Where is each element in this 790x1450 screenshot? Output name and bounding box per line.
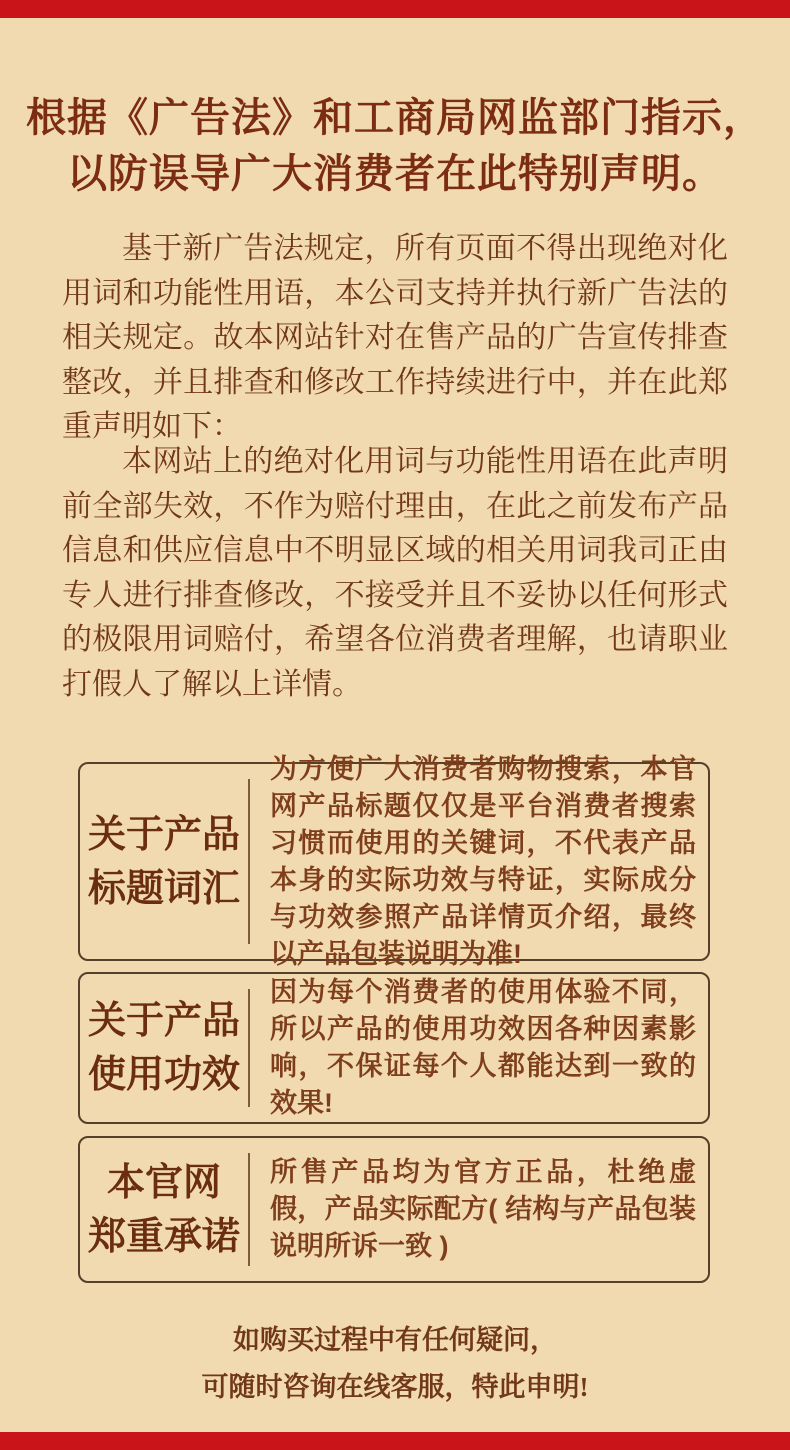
notice-box-official-promise [78, 1136, 710, 1283]
title-line-1: 根据《广告法》和工商局网监部门指示， [26, 95, 764, 140]
box-text: 所售产品均为官方正品，杜绝虚假，产品实际配方( 结构与产品包装说明所诉一致 ) [270, 1157, 696, 1261]
box-label [80, 808, 248, 916]
declaration-paragraph: 本网站上的绝对化用词与功能性用语在此声明前全部失效，不作为赔付理由，在此之前发布产品信息和供应信息中不明显区域的相关用词我司正由专人进行排查修改，不接受并且不妥协以任何形式的极限用词赔付，希望各位消费者理解，也请职业打假人了解以上详情。 [62, 445, 728, 701]
box-label-line-2: 使用功效 [87, 1054, 240, 1096]
notice-box-product-title [78, 753, 710, 969]
footer-line-1: 如购买过程中有任何疑问， [233, 1325, 557, 1355]
box-label-line-2: 郑重承诺 [87, 1215, 240, 1258]
intro-paragraph: 基于新广告法规定，所有页面不得出现绝对化用词和功能性用语，本公司支持并执行新广告法的相关规定。故本网站针对在售产品的广告宣传排查整改，并且排查和修改工作持续进行中，并在此郑重声明如下： [62, 232, 728, 443]
box-label-line-1: 关于产品 [87, 1000, 240, 1042]
box-label-line-2: 标题词汇 [87, 867, 240, 910]
footer-line-2: 可随时咨询在线客服，特此申明! [201, 1372, 589, 1402]
box-text: 因为每个消费者的使用体验不同，所以产品的使用功效因各种因素影响，不保证每个人都能达到一致的效果! [270, 977, 696, 1118]
page-title [0, 90, 790, 202]
box-label [80, 1156, 248, 1264]
bottom-red-bar [0, 1432, 790, 1450]
box-label-line-1: 本官网 [106, 1161, 221, 1204]
title-line-2: 以防误导广大消费者在此特别声明。 [67, 151, 723, 196]
box-label-line-1: 关于产品 [87, 813, 240, 856]
box-text: 为方便广大消费者购物搜索，本官网产品标题仅仅是平台消费者搜索习惯而使用的关键词，不代表产品本身的实际功效与特证，实际成分与功效参照产品详情页介绍，最终以产品包装说明为准! [270, 753, 696, 969]
top-red-bar [0, 0, 790, 18]
notice-box-product-effect [78, 972, 710, 1124]
box-label [80, 994, 248, 1102]
footer-note [0, 1317, 790, 1411]
